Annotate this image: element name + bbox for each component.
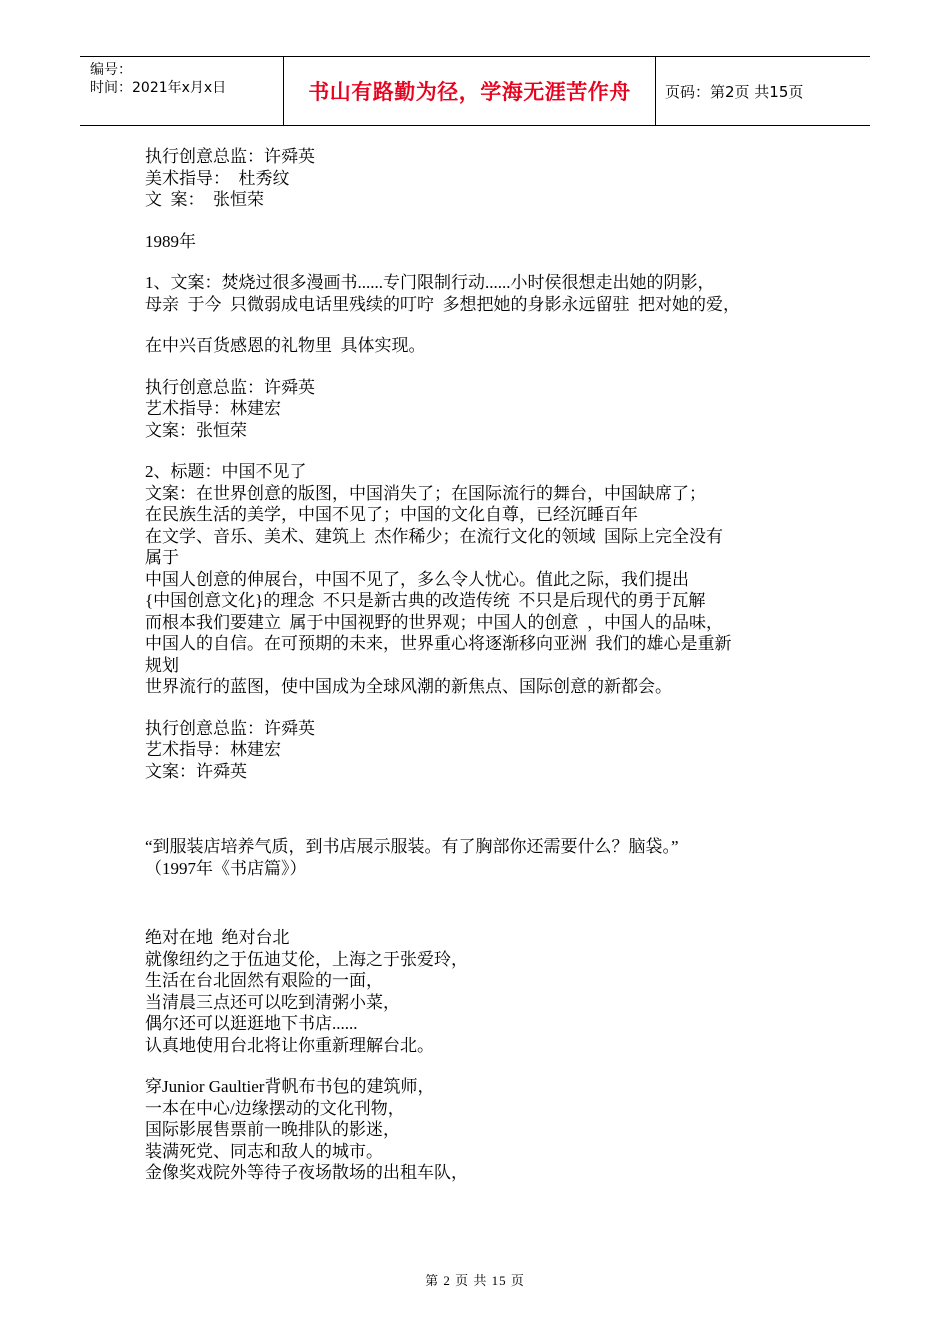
credit-line: 文案：张恒荣 [145,420,247,440]
taipei-line: 当清晨三点还可以吃到清粥小菜， [145,992,400,1012]
page-header [80,56,870,126]
taipei-line: 就像纽约之于伍迪艾伦，上海之于张爱玲， [145,949,468,969]
document-time-label: 时间：2021年x月x日 [90,80,227,96]
header-left-cell [80,57,284,125]
city-line: 装满死党、同志和敌人的城市。 [145,1141,383,1161]
header-page-cell [655,57,870,125]
document-number-label: 编号： [90,62,132,78]
taipei-line: 绝对在地 绝对台北 [145,928,290,947]
credit-line: 文 案： 张恒荣 [145,190,264,209]
item2-line: 而根本我们要建立 属于中国视野的世界观；中国人的创意 ，中国人的品味， [145,612,723,632]
item2-line: 中国人创意的伸展台，中国不见了，多么令人忧心。值此之际，我们提出 [145,569,689,589]
item2-line: 在民族生活的美学，中国不见了；中国的文化自尊，已经沉睡百年 [145,505,638,524]
city-line: 国际影展售票前一晚排队的影迷， [145,1120,400,1139]
city-line: 金像奖戏院外等待子夜场散场的出租车队， [145,1163,468,1182]
credit-line: 艺术指导：林建宏 [145,399,281,418]
city-line: 穿Junior Gaultier背帆布书包的建筑师， [145,1077,435,1096]
header-page-info: 页码：第2页 共15页 [665,82,804,101]
item1-line: 母亲 于今 只微弱成电话里残续的叮咛 多想把她的身影永远留驻 把对她的爱， [145,294,740,314]
page-footer: 第 2 页 共 15 页 [425,1273,525,1288]
taipei-line: 偶尔还可以逛逛地下书店...... [145,1014,358,1033]
item2-line: 规划 [145,655,179,675]
item2-line: 世界流行的蓝图，使中国成为全球风潮的新焦点、国际创意的新都会。 [145,677,672,696]
taipei-line: 生活在台北固然有艰险的一面， [145,971,383,990]
year-heading: 1989年 [145,231,196,251]
quote-source: （1997年《书店篇》） [145,858,307,878]
credit-line: 执行创意总监：许舜英 [145,377,315,397]
item2-line: 中国人的自信。在可预期的未来，世界重心将逐渐移向亚洲 我们的雄心是重新 [145,634,732,653]
item2-line: {中国创意文化}的理念 不只是新古典的改造传统 不只是后现代的勇于瓦解 [145,591,706,610]
document-body [145,146,825,1184]
header-motto-cell [284,57,656,125]
credit-line: 美术指导： 杜秀纹 [145,168,290,188]
item2-line: 在文学、音乐、美术、建筑上 杰作稀少；在流行文化的领域 国际上完全没有 [145,526,723,546]
city-line: 一本在中心/边缘摆动的文化刊物， [145,1098,405,1118]
item1-line: 在中兴百货感恩的礼物里 具体实现。 [145,336,426,355]
item1-line: 1、文案：焚烧过很多漫画书......专门限制行动......小时侯很想走出她的阴影， [145,273,715,292]
quote-line: “到服装店培养气质，到书店展示服装。有了胸部你还需要什么？脑袋。” [145,837,679,856]
taipei-line: 认真地使用台北将让你重新理解台北。 [145,1035,434,1055]
header-motto: 书山有路勤为径，学海无涯苦作舟 [308,80,631,104]
item2-line: 文案：在世界创意的版图，中国消失了；在国际流行的舞台，中国缺席了； [145,483,706,503]
credit-line: 执行创意总监：许舜英 [145,718,315,738]
credit-line: 执行创意总监：许舜英 [145,147,315,166]
credit-line: 文案：许舜英 [145,761,247,781]
item2-line: 属于 [145,548,179,567]
credit-line: 艺术指导：林建宏 [145,740,281,759]
item2-title: 2、标题：中国不见了 [145,462,307,481]
